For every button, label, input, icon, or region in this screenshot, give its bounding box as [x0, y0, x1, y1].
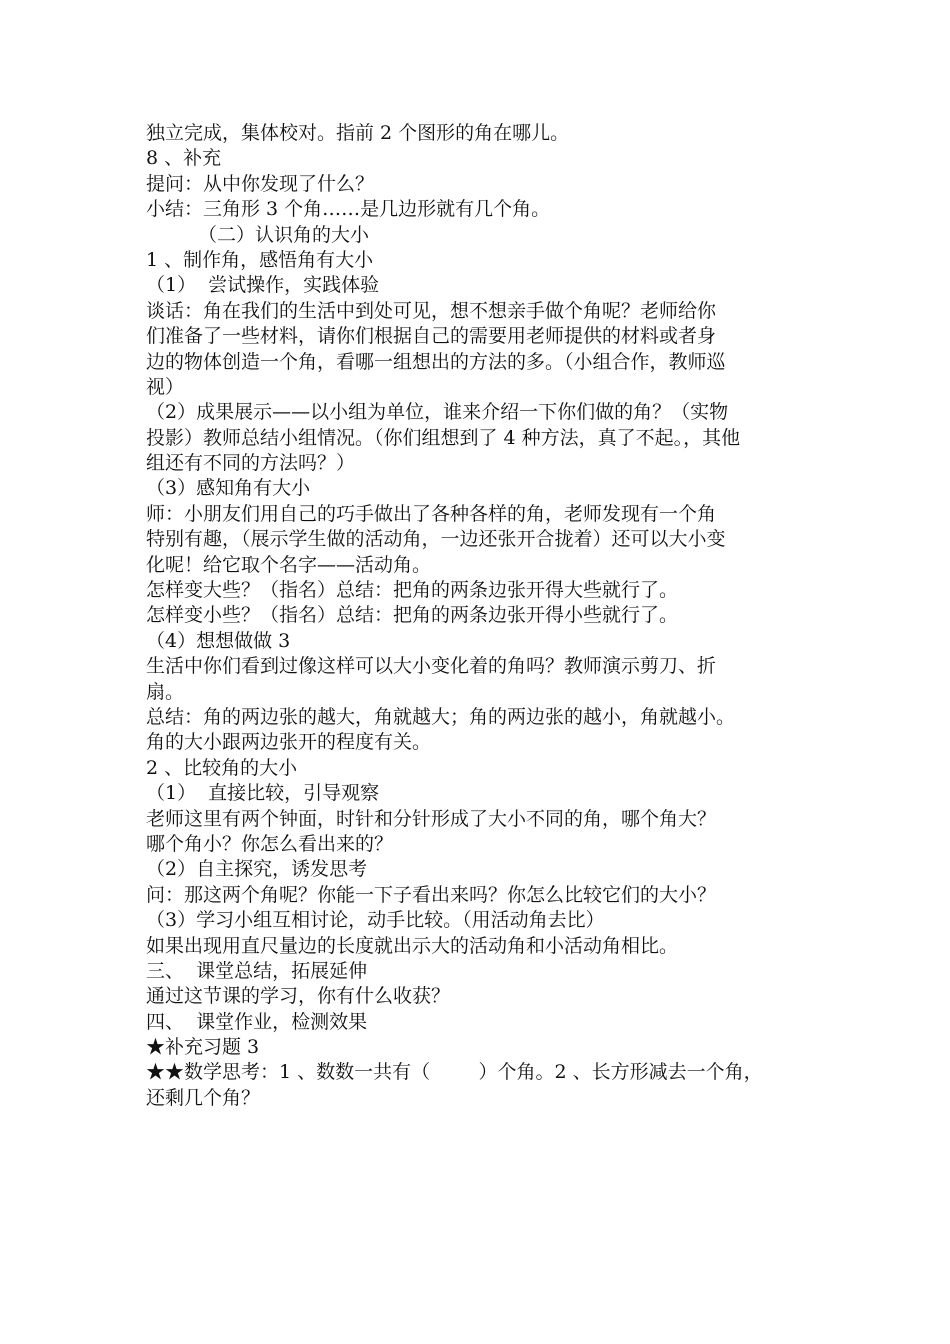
text-line: 角的大小跟两边张开的程度有关。: [146, 731, 432, 754]
text-line: 总结：角的两边张的越大，角就越大；角的两边张的越小，角就越小。: [146, 705, 736, 728]
section-heading: （二）认识角的大小: [198, 223, 370, 246]
section-heading: 四、 课堂作业，检测效果: [146, 1010, 368, 1033]
text-line: 视）: [146, 375, 185, 398]
text-line: 师：小朋友们用自己的巧手做出了各种各样的角，老师发现有一个角: [146, 502, 717, 525]
text-line: 扇。: [146, 680, 185, 703]
document-body: [146, 121, 826, 1111]
text-line: 特别有趣，（展示学生做的活动角，一边还张开合拢着）还可以大小变: [146, 528, 726, 551]
exercise-item: ★补充习题 3: [146, 1036, 260, 1059]
text-line: 问：那这两个角呢？你能一下子看出来吗？你怎么比较它们的大小？: [146, 883, 717, 906]
subsection-heading: （1） 尝试操作，实践体验: [146, 274, 380, 297]
text-line: 怎样变小些？（指名）总结：把角的两条边张开得小些就行了。: [146, 604, 679, 627]
text-line: （2）成果展示——以小组为单位，谁来介绍一下你们做的角？（实物: [146, 401, 729, 424]
subsection-heading: （1） 直接比较，引导观察: [146, 782, 380, 805]
text-line: 还剩几个角？: [146, 1086, 261, 1109]
text-line: 谈话：角在我们的生活中到处可见，想不想亲手做个角呢？老师给你: [146, 299, 717, 322]
section-heading: 2 、比较角的大小: [146, 756, 298, 779]
text-line: 化呢！给它取个名字——活动角。: [146, 553, 432, 576]
text-line: 哪个角小？你怎么看出来的？: [146, 832, 394, 855]
subsection-heading: （2）自主探究，诱发思考: [146, 858, 368, 881]
section-heading: 8 、补充: [146, 147, 222, 170]
text-line: 提问：从中你发现了什么？: [146, 172, 375, 195]
subsection-heading: （3）学习小组互相讨论，动手比较。（用活动角去比）: [146, 909, 605, 932]
section-heading: 三、 课堂总结，拓展延伸: [146, 959, 368, 982]
text-line: 们准备了一些材料，请你们根据自己的需要用老师提供的材料或者身: [146, 325, 717, 348]
text-line: 生活中你们看到过像这样可以大小变化着的角吗？教师演示剪刀、折: [146, 655, 717, 678]
subsection-heading: （3）感知角有大小: [146, 477, 311, 500]
text-line: 老师这里有两个钟面，时针和分针形成了大小不同的角，哪个角大？: [146, 807, 717, 830]
text-line: 怎样变大些？（指名）总结：把角的两条边张开得大些就行了。: [146, 579, 679, 602]
text-line: 组还有不同的方法吗？）: [146, 452, 356, 475]
text-line: 边的物体创造一个角，看哪一组想出的方法的多。（小组合作，教师巡: [146, 350, 726, 373]
text-line: 小结：三角形 3 个角……是几边形就有几个角。: [146, 198, 551, 221]
text-line: 独立完成，集体校对。指前 2 个图形的角在哪儿。: [146, 122, 570, 144]
subsection-heading: （4）想想做做 3: [146, 629, 291, 652]
text-line: 如果出现用直尺量边的长度就出示大的活动角和小活动角相比。: [146, 934, 679, 957]
exercise-item: ★★数学思考：1 、数数一共有（ ）个角。2 、长方形减去一个角，: [146, 1061, 763, 1084]
section-heading: 1 、制作角，感悟角有大小: [146, 248, 374, 271]
text-line: 通过这节课的学习，你有什么收获？: [146, 985, 451, 1008]
text-line: 投影）教师总结小组情况。（你们组想到了 4 种方法，真了不起。，其他: [146, 426, 741, 449]
